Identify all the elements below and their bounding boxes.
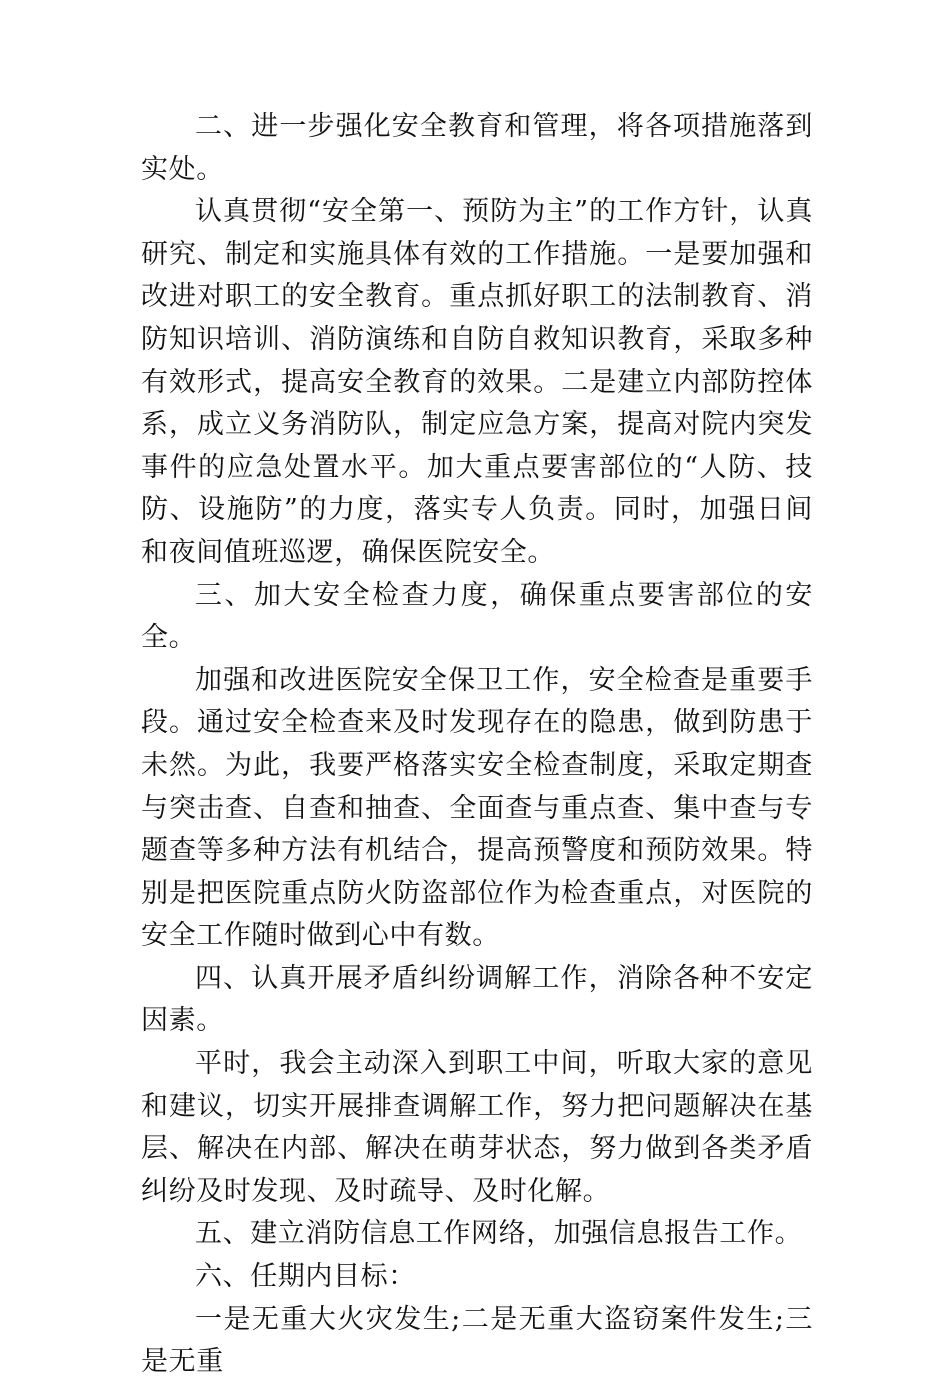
section-heading-6: 六、任期内目标： xyxy=(195,1261,416,1293)
body-paragraph-dispute-mediation: 平时，我会主动深入到职工中间，听取大家的意见和建议，切实开展排查调解工作，努力把问题解决在基层、解决在内部、解决在萌芽状态，努力做到各类矛盾纠纷及时发现、及时疏导、及时化解。 xyxy=(141,1048,813,1207)
section-heading-2: 二、进一步强化安全教育和管理，将各项措施落到实处。 xyxy=(141,111,813,185)
section-heading-3: 三、加大安全检查力度，确保重点要害部位的安全。 xyxy=(141,579,813,654)
section-heading-4: 四、认真开展矛盾纠纷调解工作，消除各种不安定因素。 xyxy=(141,962,813,1037)
document-body xyxy=(141,106,813,1384)
body-paragraph-safety-education: 认真贯彻“安全第一、预防为主”的工作方针，认真研究、制定和实施具体有效的工作措施。一是要加强和改进对职工的安全教育。重点抓好职工的法制教育、消防知识培训、消防演练和自防自救知识教育，采取多种有效形式，提高安全教育的效果。二是建立内部防控体系，成立义务消防队，制定应急方案，提高对院内突发事件的应急处置水平。加大重点要害部位的“人防、技防、设施防”的力度，落实专人负责。同时，加强日间和夜间值班巡逻，确保医院安全。 xyxy=(141,196,813,568)
section-heading-5: 五、建立消防信息工作网络，加强信息报告工作。 xyxy=(195,1218,803,1250)
body-paragraph-safety-inspection: 加强和改进医院安全保卫工作，安全检查是重要手段。通过安全检查来及时发现存在的隐患，做到防患于未然。为此，我要严格落实安全检查制度，采取定期查与突击查、自查和抽查、全面查与重点查、集中查与专题查等多种方法有机结合，提高预警度和预防效果。特别是把医院重点防火防盗部位作为检查重点，对医院的安全工作随时做到心中有数。 xyxy=(141,664,813,952)
body-paragraph-targets: 一是无重大火灾发生;二是无重大盗窃案件发生;三是无重 xyxy=(141,1303,813,1378)
